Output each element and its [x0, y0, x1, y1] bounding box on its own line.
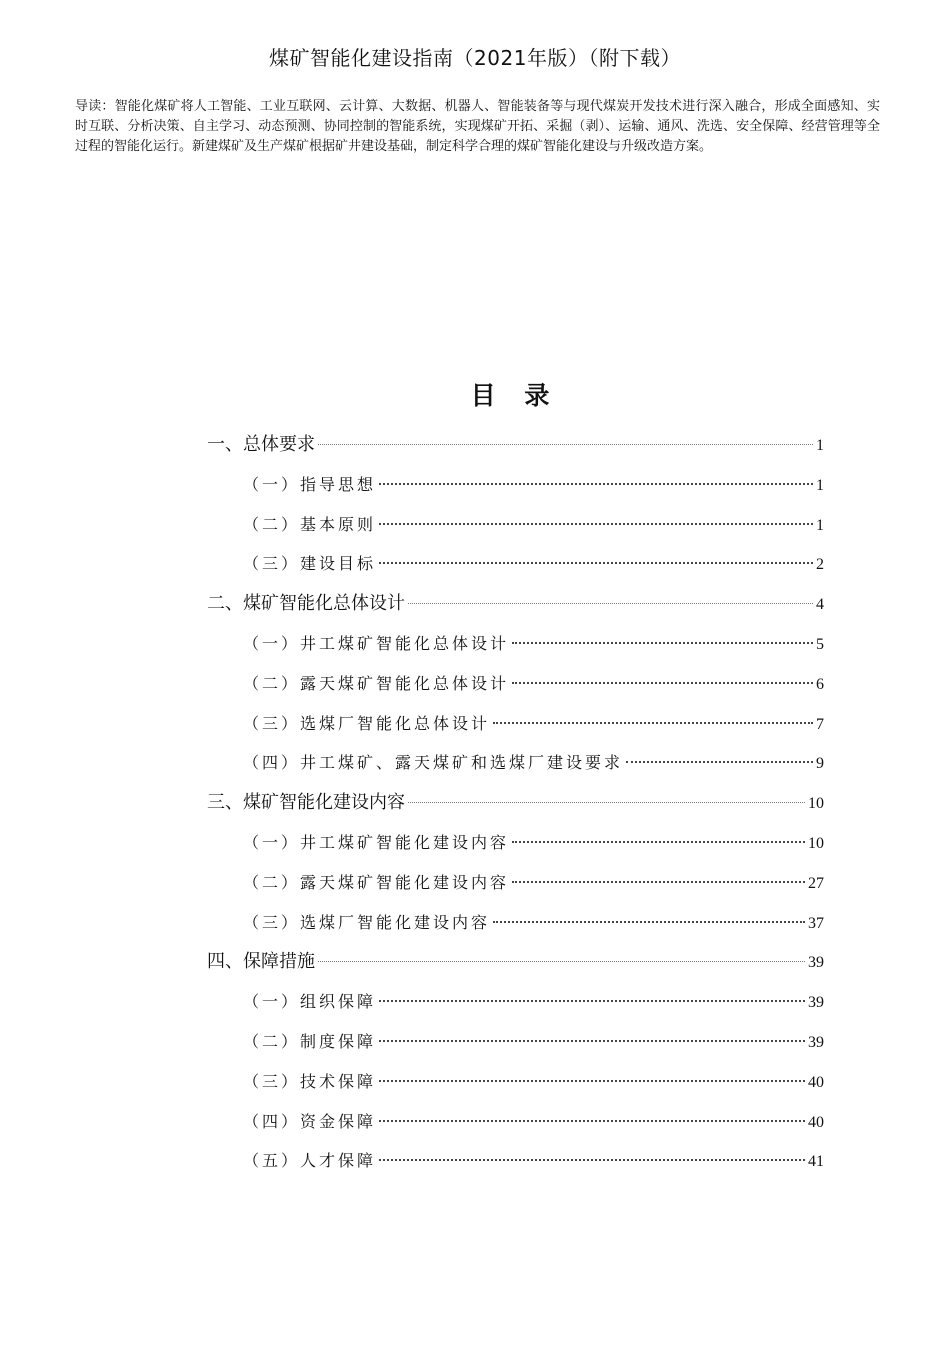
intro-paragraph: 导读：智能化煤矿将人工智能、工业互联网、云计算、大数据、机器人、智能装备等与现代煤炭开发技术进行深入融合，形成全面感知、实时互联、分析决策、自主学习、动态预测、协同控制的智能系统，实现煤矿开拓、采掘（剥）、运输、通风、洗选、安全保障、经营管理等全过程的智能化运行。新建煤矿及生产煤矿根据矿井建设基础，制定科学合理的煤矿智能化建设与升级改造方案。: [75, 99, 880, 154]
toc-chapter-entry[interactable]: [207, 425, 824, 465]
toc-entry-title: （一）指导思想: [243, 474, 377, 494]
toc-dot-leader: [379, 1040, 805, 1042]
toc-entry-title: （三）选煤厂智能化建设内容: [243, 912, 491, 932]
toc-section-entry[interactable]: [207, 664, 824, 704]
toc-page-number: 10: [808, 795, 824, 813]
toc-entry-title: （三）选煤厂智能化总体设计: [243, 713, 491, 733]
toc-dot-leader: [318, 961, 805, 962]
toc-entry-title: （一）井工煤矿智能化建设内容: [243, 832, 510, 852]
toc-page-number: 5: [816, 635, 824, 653]
toc-page-number: 2: [816, 556, 824, 574]
toc-page-number: 37: [808, 914, 824, 932]
toc-page-number: 39: [808, 994, 824, 1012]
toc-section-entry[interactable]: [207, 982, 824, 1022]
toc-section-entry[interactable]: [207, 624, 824, 664]
toc-page-number: 39: [808, 954, 824, 972]
toc-entry-title: （二）基本原则: [243, 514, 377, 534]
toc-dot-leader: [379, 1159, 805, 1161]
toc-dot-leader: [379, 1120, 805, 1122]
toc-section-entry[interactable]: [207, 1062, 824, 1102]
toc-dot-leader: [379, 562, 813, 564]
toc-section-entry[interactable]: [207, 823, 824, 863]
toc-page-number: 27: [808, 874, 824, 892]
toc-entry-title: （二）露天煤矿智能化建设内容: [243, 872, 510, 892]
toc-page-number: 6: [816, 675, 824, 693]
toc-section-entry[interactable]: [207, 1141, 824, 1181]
toc-dot-leader: [318, 444, 813, 445]
toc-entry-title: （一）组织保障: [243, 992, 377, 1012]
toc-section-entry[interactable]: [207, 1102, 824, 1142]
toc-dot-leader: [512, 881, 805, 883]
toc-entry-title: 一、总体要求: [207, 434, 315, 455]
toc-heading: 目 录: [470, 381, 560, 410]
toc-section-entry[interactable]: [207, 743, 824, 783]
toc-entry-title: （三）技术保障: [243, 1071, 377, 1091]
toc-dot-leader: [512, 642, 813, 644]
toc-chapter-entry[interactable]: [207, 783, 824, 823]
toc-dot-leader: [626, 761, 813, 763]
toc-page-number: 39: [808, 1033, 824, 1051]
toc-entry-title: （五）人才保障: [243, 1151, 377, 1171]
toc-dot-leader: [512, 841, 805, 843]
toc-dot-leader: [408, 802, 805, 803]
toc-section-entry[interactable]: [207, 544, 824, 584]
toc-section-entry[interactable]: [207, 903, 824, 943]
toc-page-number: 7: [816, 715, 824, 733]
toc-dot-leader: [379, 483, 813, 485]
toc-entry-title: （四）井工煤矿、露天煤矿和选煤厂建设要求: [243, 753, 624, 773]
toc-dot-leader: [379, 523, 813, 525]
toc-page-number: 40: [808, 1113, 824, 1131]
toc-entry-title: 二、煤矿智能化总体设计: [207, 593, 405, 615]
table-of-contents: [207, 425, 824, 1181]
toc-dot-leader: [493, 921, 805, 923]
toc-dot-leader: [379, 1000, 805, 1002]
toc-entry-title: （三）建设目标: [243, 554, 377, 574]
toc-page-number: 4: [816, 596, 824, 614]
toc-section-entry[interactable]: [207, 1022, 824, 1062]
toc-entry-title: 三、煤矿智能化建设内容: [207, 792, 405, 814]
document-title: 煤矿智能化建设指南（2021年版）（附下载）: [269, 46, 681, 70]
toc-section-entry[interactable]: [207, 863, 824, 903]
toc-dot-leader: [512, 682, 813, 684]
toc-page-number: 10: [808, 834, 824, 852]
toc-page-number: 1: [816, 476, 824, 494]
toc-page-number: 40: [808, 1073, 824, 1091]
toc-section-entry[interactable]: [207, 465, 824, 505]
toc-page-number: 1: [816, 516, 824, 534]
toc-page-number: 41: [808, 1153, 824, 1171]
toc-section-entry[interactable]: [207, 704, 824, 744]
toc-page-number: 1: [816, 437, 824, 454]
toc-chapter-entry[interactable]: [207, 942, 824, 982]
toc-entry-title: （二）制度保障: [243, 1031, 377, 1051]
toc-page-number: 9: [816, 755, 824, 773]
toc-entry-title: （二）露天煤矿智能化总体设计: [243, 673, 510, 693]
toc-entry-title: （一）井工煤矿智能化总体设计: [243, 633, 510, 653]
toc-dot-leader: [493, 722, 813, 724]
toc-entry-title: （四）资金保障: [243, 1111, 377, 1131]
toc-section-entry[interactable]: [207, 505, 824, 545]
toc-chapter-entry[interactable]: [207, 584, 824, 624]
toc-dot-leader: [379, 1080, 805, 1082]
toc-dot-leader: [408, 603, 813, 604]
toc-entry-title: 四、保障措施: [207, 951, 315, 973]
